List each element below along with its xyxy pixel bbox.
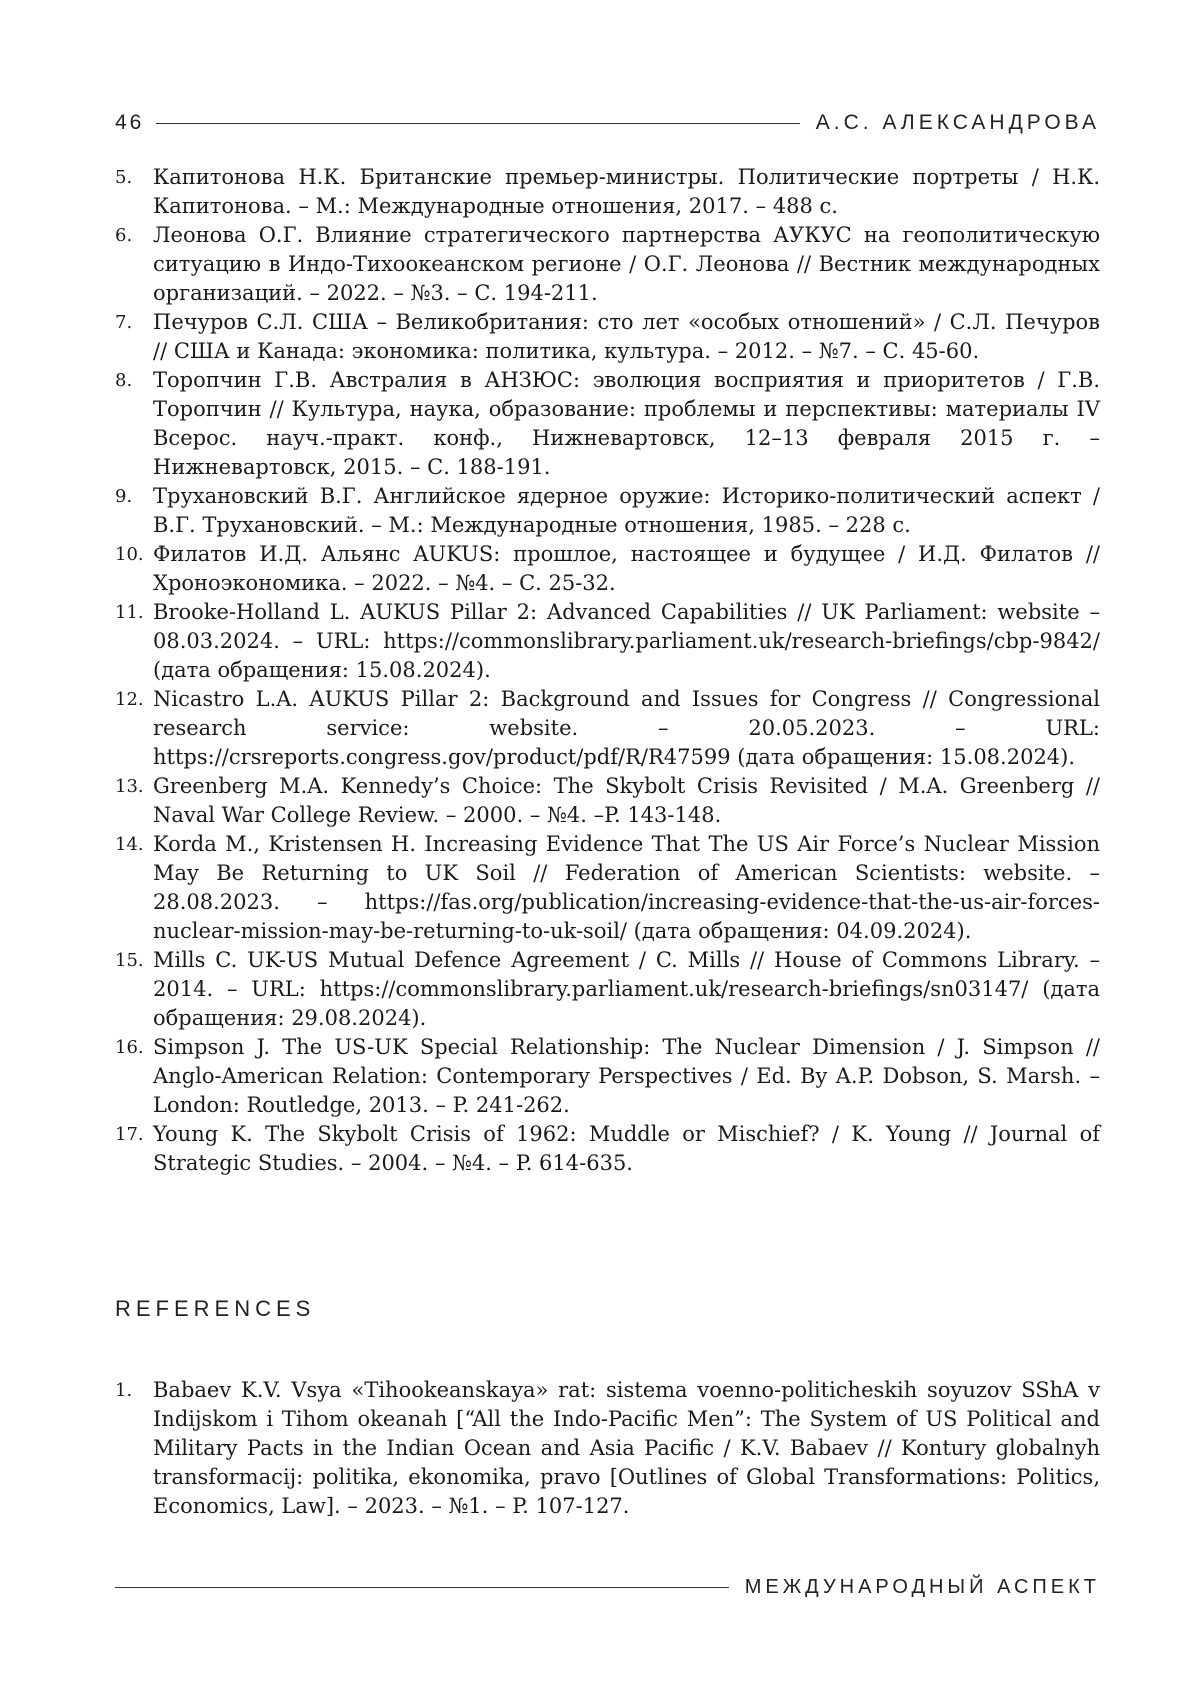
page-footer (115, 1572, 1100, 1602)
reference-text: Печуров С.Л. США – Великобритания: сто лет «особых отношений» / С.Л. Печуров // США и Канада: экономика: политика, культура. – 2012. – №7. – С. 45-60. (153, 310, 1100, 363)
reference-number: 17. (115, 1124, 144, 1145)
reference-text: Korda M., Kristensen H. Increasing Evidence That The US Air Force’s Nuclear Mission May Be Returning to UK Soil // Federation of American Scientists: website. – 28.08.2023. – https://fas.org/publication/increasing-evidence-that-the-us-air-forces-nuclear-mission-may-be-returning-to-uk-soil/ (дата обращения: 04.09.2024). (153, 832, 1100, 943)
reference-number: 1. (115, 1380, 133, 1401)
reference-text: Young K. The Skybolt Crisis of 1962: Muddle or Mischief? / K. Young // Journal of Strategic Studies. – 2004. – №4. – P. 614-635. (153, 1122, 1100, 1175)
reference-number: 15. (115, 950, 144, 971)
reference-text: Леонова О.Г. Влияние стратегического партнерства АУКУС на геополитическую ситуацию в Индо-Тихоокеанском регионе / О.Г. Леонова // Вестник международных организаций. – 2022. – №3. – С. 194-211. (153, 223, 1100, 305)
reference-text: Торопчин Г.В. Австралия в АНЗЮС: эволюция восприятия и приоритетов / Г.В. Торопчин // Культура, наука, образование: проблемы и перспективы: материалы IV Всерос. науч.-практ. конф., Нижневартовск, 12–13 февраля 2015 г. – Нижневартовск, 2015. – С. 188-191. (153, 368, 1100, 479)
reference-item (115, 1120, 1100, 1178)
reference-item (115, 366, 1100, 482)
reference-text: Mills C. UK-US Mutual Defence Agreement / C. Mills // House of Commons Library. – 2014. – URL: https://commonslibrary.parliament.uk/research-briefings/sn03147/ (дата обращения: 29.08.2024). (153, 948, 1100, 1030)
reference-text: Simpson J. The US-UK Special Relationship: The Nuclear Dimension / J. Simpson // Anglo-American Relation: Contemporary Perspectives / Ed. By A.P. Dobson, S. Marsh. – London: Routledge, 2013. – P. 241-262. (153, 1035, 1100, 1117)
reference-text: Nicastro L.A. AUKUS Pillar 2: Background and Issues for Congress // Congressional research service: website. – 20.05.2023. – URL: https://crsreports.congress.gov/product/pdf/R/R47599 (дата обращения: 15.08.2024). (153, 687, 1100, 769)
reference-number: 11. (115, 602, 144, 623)
page-number: 46 (115, 111, 145, 134)
reference-item (115, 163, 1100, 221)
reference-text: Babaev K.V. Vsya «Tihookeanskaya» rat: sistema voenno-politicheskih soyuzov SShA v Indijskom i Tihom okeanah [“All the Indo-Pacific Men”: The System of US Political and Military Pacts in the Indian Ocean and Asia Pacific / K.V. Babaev // Kontury globalnyh transformacij: politika, ekonomika, pravo [Outlines of Global Transformations: Politics, Economics, Law]. – 2023. – №1. – P. 107-127. (153, 1378, 1100, 1518)
reference-item (115, 540, 1100, 598)
reference-text: Капитонова Н.К. Британские премьер-министры. Политические портреты / Н.К. Капитонова. – М.: Международные отношения, 2017. – 488 с. (153, 165, 1100, 218)
reference-number: 7. (115, 312, 133, 333)
reference-item (115, 946, 1100, 1033)
reference-item (115, 482, 1100, 540)
reference-item (115, 1033, 1100, 1120)
references-heading: REFERENCES (115, 1296, 316, 1321)
reference-list (115, 163, 1100, 1178)
reference-number: 9. (115, 486, 133, 507)
reference-number: 12. (115, 689, 144, 710)
page-header (115, 108, 1100, 138)
reference-number: 6. (115, 225, 133, 246)
reference-text: Greenberg M.A. Kennedy’s Choice: The Skybolt Crisis Revisited / M.A. Greenberg // Naval War College Review. – 2000. – №4. –P. 143-148. (153, 774, 1100, 827)
reference-number: 16. (115, 1037, 144, 1058)
reference-text: Трухановский В.Г. Английское ядерное оружие: Историко-политический аспект / В.Г. Трухановский. – М.: Международные отношения, 1985. – 228 с. (153, 484, 1100, 537)
running-author: А.С. АЛЕКСАНДРОВА (815, 111, 1100, 134)
references-en-list (115, 1376, 1100, 1521)
reference-item (115, 598, 1100, 685)
reference-item (115, 685, 1100, 772)
reference-item (115, 1376, 1100, 1521)
journal-title: МЕЖДУНАРОДНЫЙ АСПЕКТ (744, 1575, 1100, 1598)
reference-item (115, 830, 1100, 946)
reference-item (115, 308, 1100, 366)
reference-item (115, 772, 1100, 830)
reference-text: Филатов И.Д. Альянс AUKUS: прошлое, настоящее и будущее / И.Д. Филатов // Хроноэкономика. – 2022. – №4. – С. 25-32. (153, 542, 1100, 595)
reference-number: 10. (115, 544, 144, 565)
header-rule (156, 123, 799, 124)
footer-rule (115, 1587, 729, 1588)
reference-number: 8. (115, 370, 133, 391)
reference-item (115, 221, 1100, 308)
reference-text: Brooke-Holland L. AUKUS Pillar 2: Advanced Capabilities // UK Parliament: website – 08.03.2024. – URL: https://commonslibrary.parliament.uk/research-briefings/cbp-9842/ (дата обращения: 15.08.2024). (153, 600, 1100, 682)
reference-number: 14. (115, 834, 144, 855)
reference-number: 13. (115, 776, 144, 797)
reference-number: 5. (115, 167, 133, 188)
